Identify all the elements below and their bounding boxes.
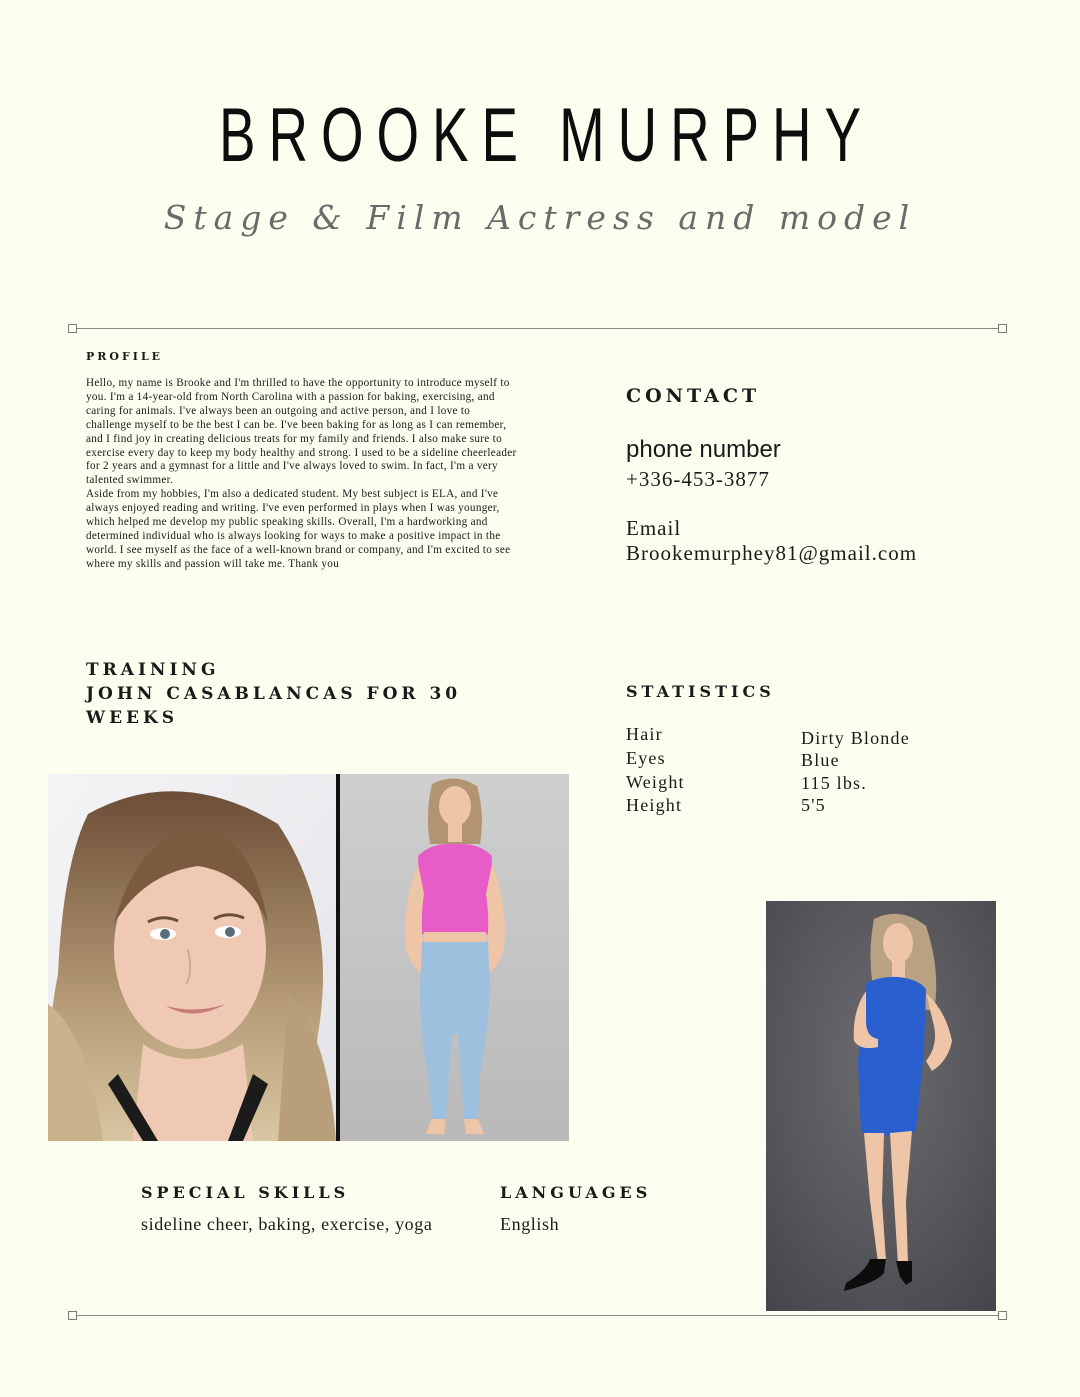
stat-label-weight: Weight [626, 772, 685, 792]
stat-value-hair: Dirty Blonde [801, 728, 910, 748]
bottom-divider [72, 1315, 1003, 1316]
training-detail-line-1: JOHN CASABLANCAS FOR 30 [86, 684, 462, 704]
contact-heading: CONTACT [626, 385, 761, 407]
phone-value: +336-453-3877 [626, 467, 770, 491]
email-label: Email [626, 516, 682, 540]
email-value: Brookemurphey81@gmail.com [626, 541, 918, 565]
full-body-photo-blue-dress [766, 901, 996, 1311]
profile-paragraph-2: Aside from my hobbies, I'm also a dedicated student. My best subject is ELA, and I've always enjoyed reading and writing. I've even performed in plays when I was younger, which helped me develop my public speaking skills. Overall, I'm a hardworking and determined individual who is always looking for ways to make a positive impact in the world. I see myself as the face of a well-known brand or company, and I'm excited to see where my skills and passion will take me. Thank you [86, 488, 511, 570]
phone-label: phone number [626, 436, 781, 463]
training-section [86, 658, 461, 730]
statistics-heading: STATISTICS [626, 682, 775, 701]
training-detail-line-2: WEEKS [86, 708, 179, 728]
stat-value-weight: 115 lbs. [801, 773, 867, 793]
special-skills-heading: SPECIAL SKILLS [141, 1183, 350, 1202]
profile-paragraph-1: Hello, my name is Brooke and I'm thrilled to have the opportunity to introduce myself to you. I'm a 14-year-old from North Carolina with a passion for baking, exercising, and caring for animals. I've always been an outgoing and active person, and I love to challenge myself to be the best I can be. I've been baking for as long as I can remember, and I find joy in creating delicious treats for my family and friends. I also make sure to exercise every day to keep my body healthy and strong. I used to be a sideline cheerleader for 2 years and a gymnast for a little and I've always loved to swim. In fact, I'm a very talented swimmer. [86, 377, 517, 487]
top-divider-right-handle [998, 324, 1007, 333]
profile-heading: PROFILE [86, 350, 164, 363]
top-divider-left-handle [68, 324, 77, 333]
bottom-divider-right-handle [998, 1311, 1007, 1320]
page-subtitle: Stage & Film Actress and model [163, 198, 917, 237]
top-divider [72, 328, 1003, 329]
page-title: BROOKE MURPHY [219, 93, 874, 178]
headshot-photo [48, 774, 336, 1141]
special-skills-text: sideline cheer, baking, exercise, yoga [141, 1214, 433, 1234]
stat-value-eyes: Blue [801, 750, 840, 770]
stat-label-height: Height [626, 795, 683, 815]
full-body-photo-pink-top [340, 774, 569, 1141]
training-heading: TRAINING [86, 660, 220, 680]
languages-text: English [500, 1214, 560, 1234]
stat-value-height: 5'5 [801, 795, 826, 815]
profile-text [86, 377, 518, 572]
stat-label-hair: Hair [626, 724, 663, 744]
languages-heading: LANGUAGES [500, 1183, 652, 1202]
stat-label-eyes: Eyes [626, 748, 666, 768]
bottom-divider-left-handle [68, 1311, 77, 1320]
